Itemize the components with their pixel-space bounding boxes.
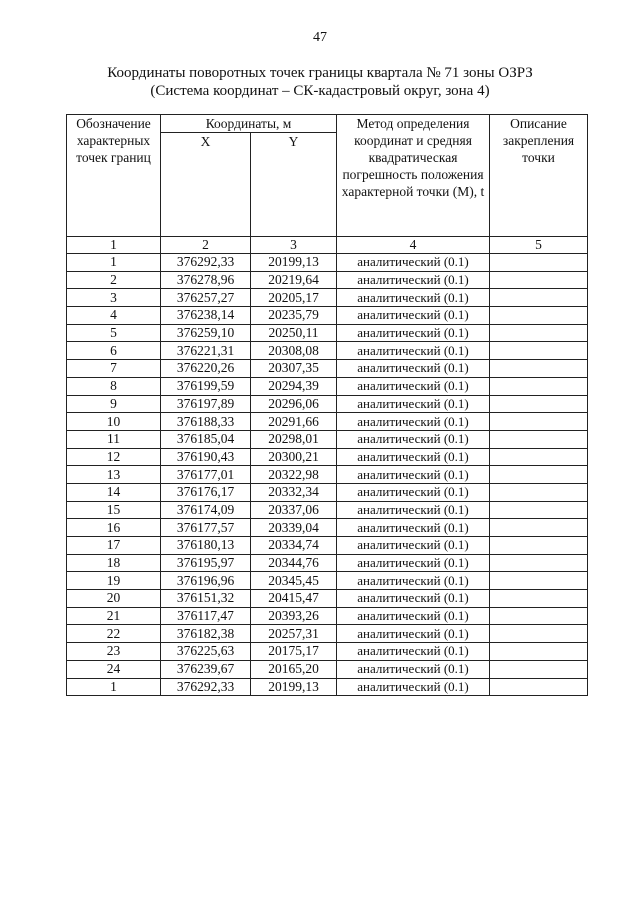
y-coordinate-cell: 20300,21 — [251, 448, 337, 466]
method-cell: аналитический (0.1) — [337, 430, 490, 448]
point-cell: 12 — [67, 448, 161, 466]
y-coordinate-cell: 20332,34 — [251, 483, 337, 501]
table-row — [67, 289, 588, 307]
method-cell: аналитический (0.1) — [337, 271, 490, 289]
method-cell: аналитический (0.1) — [337, 342, 490, 360]
table-row — [67, 271, 588, 289]
header-method: Метод определения координат и средняя квадратическая погрешность положения характерной точки (М), t — [337, 115, 490, 237]
description-cell — [490, 448, 588, 466]
y-coordinate-cell: 20298,01 — [251, 430, 337, 448]
method-cell: аналитический (0.1) — [337, 572, 490, 590]
description-cell — [490, 607, 588, 625]
header-coordinates: Координаты, м — [161, 115, 337, 133]
x-coordinate-cell: 376195,97 — [161, 554, 251, 572]
x-coordinate-cell: 376220,26 — [161, 360, 251, 378]
x-coordinate-cell: 376190,43 — [161, 448, 251, 466]
x-coordinate-cell: 376151,32 — [161, 590, 251, 608]
x-coordinate-cell: 376177,57 — [161, 519, 251, 537]
point-cell: 7 — [67, 360, 161, 378]
table-row — [67, 324, 588, 342]
y-coordinate-cell: 20296,06 — [251, 395, 337, 413]
point-cell: 18 — [67, 554, 161, 572]
description-cell — [490, 501, 588, 519]
y-coordinate-cell: 20219,64 — [251, 271, 337, 289]
method-cell: аналитический (0.1) — [337, 519, 490, 537]
point-cell: 9 — [67, 395, 161, 413]
title-line-2: (Система координат – СК-кадастровый округ, зона 4) — [150, 83, 490, 99]
point-cell: 3 — [67, 289, 161, 307]
column-number-row — [67, 237, 588, 254]
table-row — [67, 466, 588, 484]
method-cell: аналитический (0.1) — [337, 501, 490, 519]
x-coordinate-cell: 376180,13 — [161, 537, 251, 555]
y-coordinate-cell: 20250,11 — [251, 324, 337, 342]
point-cell: 20 — [67, 590, 161, 608]
description-cell — [490, 377, 588, 395]
y-coordinate-cell: 20199,13 — [251, 678, 337, 696]
column-number: 5 — [490, 237, 588, 254]
description-cell — [490, 289, 588, 307]
description-cell — [490, 360, 588, 378]
point-cell: 1 — [67, 678, 161, 696]
description-cell — [490, 271, 588, 289]
description-cell — [490, 643, 588, 661]
description-cell — [490, 324, 588, 342]
table-row — [67, 413, 588, 431]
method-cell: аналитический (0.1) — [337, 625, 490, 643]
x-coordinate-cell: 376292,33 — [161, 254, 251, 272]
point-cell: 23 — [67, 643, 161, 661]
table-row — [67, 537, 588, 555]
description-cell — [490, 342, 588, 360]
method-cell: аналитический (0.1) — [337, 537, 490, 555]
x-coordinate-cell: 376257,27 — [161, 289, 251, 307]
x-coordinate-cell: 376221,31 — [161, 342, 251, 360]
x-coordinate-cell: 376196,96 — [161, 572, 251, 590]
y-coordinate-cell: 20291,66 — [251, 413, 337, 431]
x-coordinate-cell: 376199,59 — [161, 377, 251, 395]
method-cell: аналитический (0.1) — [337, 483, 490, 501]
y-coordinate-cell: 20165,20 — [251, 660, 337, 678]
table-row — [67, 554, 588, 572]
point-cell: 14 — [67, 483, 161, 501]
method-cell: аналитический (0.1) — [337, 413, 490, 431]
y-coordinate-cell: 20337,06 — [251, 501, 337, 519]
description-cell — [490, 537, 588, 555]
x-coordinate-cell: 376176,17 — [161, 483, 251, 501]
document-title — [0, 64, 640, 100]
point-cell: 16 — [67, 519, 161, 537]
description-cell — [490, 307, 588, 325]
y-coordinate-cell: 20308,08 — [251, 342, 337, 360]
method-cell: аналитический (0.1) — [337, 660, 490, 678]
description-cell — [490, 519, 588, 537]
column-number: 4 — [337, 237, 490, 254]
y-coordinate-cell: 20344,76 — [251, 554, 337, 572]
coordinates-table — [66, 114, 588, 696]
table-row — [67, 625, 588, 643]
y-coordinate-cell: 20339,04 — [251, 519, 337, 537]
method-cell: аналитический (0.1) — [337, 307, 490, 325]
method-cell: аналитический (0.1) — [337, 607, 490, 625]
method-cell: аналитический (0.1) — [337, 377, 490, 395]
x-coordinate-cell: 376117,47 — [161, 607, 251, 625]
x-coordinate-cell: 376197,89 — [161, 395, 251, 413]
point-cell: 19 — [67, 572, 161, 590]
method-cell: аналитический (0.1) — [337, 395, 490, 413]
method-cell: аналитический (0.1) — [337, 678, 490, 696]
page-number: 47 — [313, 30, 327, 45]
description-cell — [490, 625, 588, 643]
description-cell — [490, 430, 588, 448]
point-cell: 11 — [67, 430, 161, 448]
y-coordinate-cell: 20415,47 — [251, 590, 337, 608]
y-coordinate-cell: 20322,98 — [251, 466, 337, 484]
y-coordinate-cell: 20257,31 — [251, 625, 337, 643]
table-row — [67, 501, 588, 519]
method-cell: аналитический (0.1) — [337, 466, 490, 484]
table-row — [67, 448, 588, 466]
x-coordinate-cell: 376238,14 — [161, 307, 251, 325]
point-cell: 4 — [67, 307, 161, 325]
table-row — [67, 360, 588, 378]
x-coordinate-cell: 376174,09 — [161, 501, 251, 519]
table-body — [67, 254, 588, 696]
column-number: 1 — [67, 237, 161, 254]
method-cell: аналитический (0.1) — [337, 590, 490, 608]
y-coordinate-cell: 20235,79 — [251, 307, 337, 325]
y-coordinate-cell: 20205,17 — [251, 289, 337, 307]
x-coordinate-cell: 376259,10 — [161, 324, 251, 342]
point-cell: 1 — [67, 254, 161, 272]
x-coordinate-cell: 376225,63 — [161, 643, 251, 661]
header-description: Описание закрепления точки — [490, 115, 588, 237]
table-row — [67, 342, 588, 360]
point-cell: 24 — [67, 660, 161, 678]
method-cell: аналитический (0.1) — [337, 289, 490, 307]
table-row — [67, 643, 588, 661]
description-cell — [490, 254, 588, 272]
title-line-1: Координаты поворотных точек границы квартала № 71 зоны ОЗРЗ — [107, 65, 533, 81]
point-cell: 5 — [67, 324, 161, 342]
method-cell: аналитический (0.1) — [337, 254, 490, 272]
table-row — [67, 590, 588, 608]
method-cell: аналитический (0.1) — [337, 324, 490, 342]
x-coordinate-cell: 376278,96 — [161, 271, 251, 289]
y-coordinate-cell: 20334,74 — [251, 537, 337, 555]
table-row — [67, 254, 588, 272]
description-cell — [490, 590, 588, 608]
point-cell: 2 — [67, 271, 161, 289]
description-cell — [490, 572, 588, 590]
point-cell: 17 — [67, 537, 161, 555]
table-row — [67, 678, 588, 696]
description-cell — [490, 413, 588, 431]
y-coordinate-cell: 20307,35 — [251, 360, 337, 378]
description-cell — [490, 678, 588, 696]
x-coordinate-cell: 376185,04 — [161, 430, 251, 448]
x-coordinate-cell: 376182,38 — [161, 625, 251, 643]
header-designation: Обозначение характерных точек границ — [67, 115, 161, 237]
table-row — [67, 519, 588, 537]
point-cell: 21 — [67, 607, 161, 625]
x-coordinate-cell: 376188,33 — [161, 413, 251, 431]
table-row — [67, 483, 588, 501]
table-row — [67, 607, 588, 625]
column-number: 3 — [251, 237, 337, 254]
description-cell — [490, 554, 588, 572]
point-cell: 15 — [67, 501, 161, 519]
description-cell — [490, 395, 588, 413]
method-cell: аналитический (0.1) — [337, 448, 490, 466]
y-coordinate-cell: 20175,17 — [251, 643, 337, 661]
x-coordinate-cell: 376177,01 — [161, 466, 251, 484]
method-cell: аналитический (0.1) — [337, 643, 490, 661]
point-cell: 8 — [67, 377, 161, 395]
y-coordinate-cell: 20199,13 — [251, 254, 337, 272]
description-cell — [490, 466, 588, 484]
point-cell: 13 — [67, 466, 161, 484]
description-cell — [490, 483, 588, 501]
y-coordinate-cell: 20294,39 — [251, 377, 337, 395]
description-cell — [490, 660, 588, 678]
table-row — [67, 395, 588, 413]
table-row — [67, 430, 588, 448]
x-coordinate-cell: 376239,67 — [161, 660, 251, 678]
y-coordinate-cell: 20393,26 — [251, 607, 337, 625]
header-y: Y — [251, 133, 337, 237]
x-coordinate-cell: 376292,33 — [161, 678, 251, 696]
method-cell: аналитический (0.1) — [337, 554, 490, 572]
point-cell: 22 — [67, 625, 161, 643]
method-cell: аналитический (0.1) — [337, 360, 490, 378]
table-row — [67, 572, 588, 590]
table-row — [67, 377, 588, 395]
point-cell: 6 — [67, 342, 161, 360]
column-number: 2 — [161, 237, 251, 254]
table-row — [67, 307, 588, 325]
table-row — [67, 660, 588, 678]
y-coordinate-cell: 20345,45 — [251, 572, 337, 590]
header-x: X — [161, 133, 251, 237]
point-cell: 10 — [67, 413, 161, 431]
